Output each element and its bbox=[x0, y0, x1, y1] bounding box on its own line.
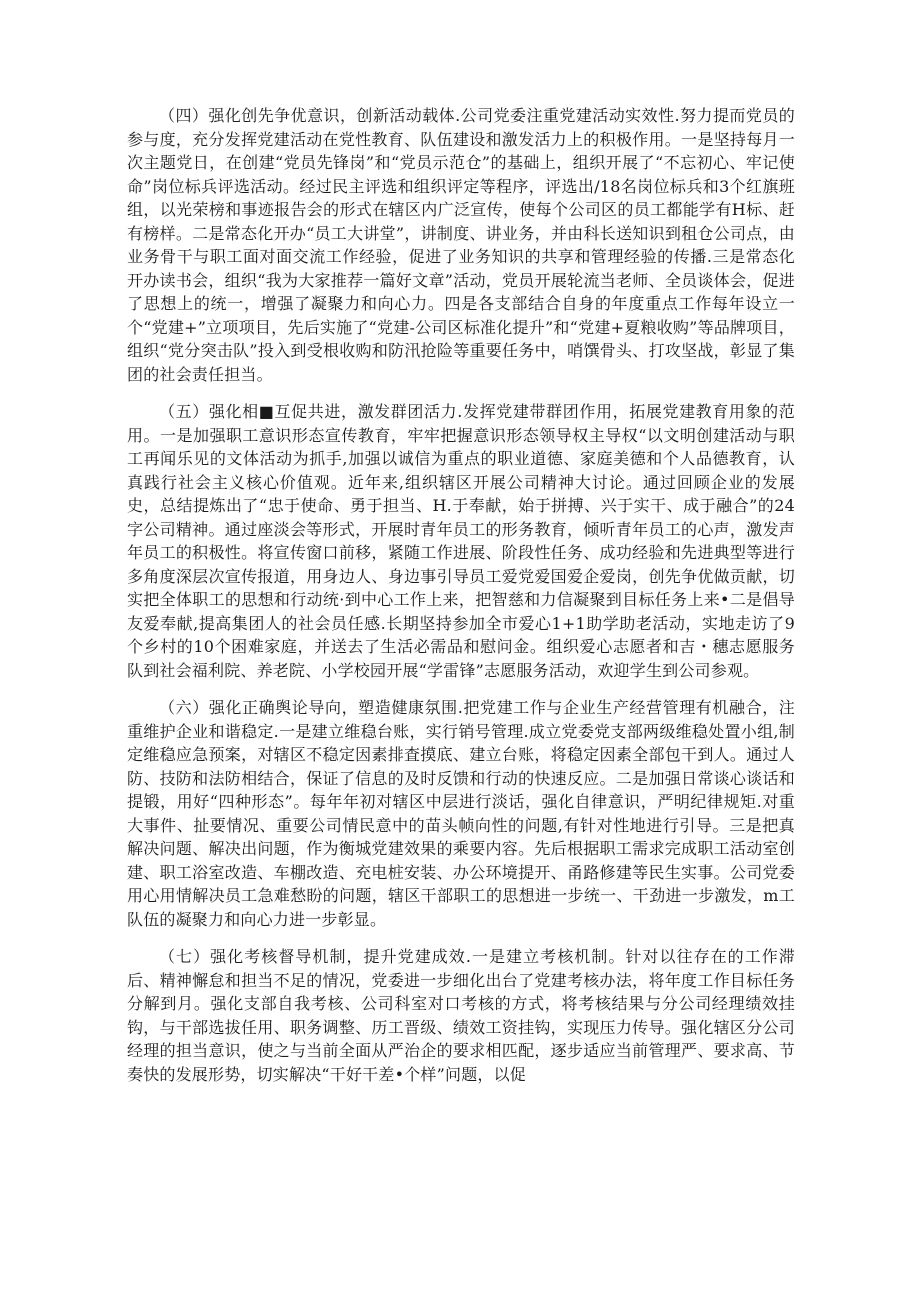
paragraph-section-4: （四）强化创先争优意识，创新活动载体.公司党委注重党建活动实效性.努力提而党员的参与度，充分发挥党建活动在党性教育、队伍建设和激发活力上的积极作用。一是坚持每月一次主题党日，在创建“党员先锋岗”和“党员示范仓”的基础上，组织开展了“不忘初心、牢记使命”岗位标兵评选活动。经过民主评选和组织评定等程序，评选出/18名岗位标兵和3个红旗班组，以光荣榜和事迹报告会的形式在辖区内广泛宣传，使每个公司区的员工都能学有H标、赶有榜样。二是常态化开办“员工大讲堂”，讲制度、讲业务，并由科长送知识到租仓公司点，由业务骨干与职工面对面交流工作经验，促进了业务知识的共享和管理经验的传播.三是常态化开办读书会，组织“我为大家推荐一篇好文章”活动，党员开展轮流当老师、全员谈体会，促进了思想上的统一，增强了凝聚力和向心力。四是各支部结合自身的年度重点工作每年设立一个“党建+”立项项目，先后实施了“党建-公司区标准化提升”和“党建+夏粮收购”等品牌项目，组织“党分突击队”投入到受根收购和防汛抢险等重要任务中，哨馔骨头、打攻坚战，彰显了集团的社会责任担当。 bbox=[127, 106, 795, 384]
paragraph-section-6: （六）强化正确舆论导向，塑造健康氛围.把党建工作与企业生产经营管理有机融合，注重维护企业和谐稳定.一是建立维稳台账，实行销号管理.成立党委党支部两级维稳处置小组,制定维稳应急预案，对辖区不稳定因素排査摸底、建立台账，将稳定因素全部包干到人。通过人防、技防和法防相结合，保证了信息的及时反馈和行动的快速反应。二是加强日常谈心谈话和提锻，用好“四种形态”。每年年初对辖区中层进行淡话，强化自律意识，严明纪律规矩.对重大事件、扯要情况、重要公司情民意中的苗头帧向性的问题,有针对性地进行引导。三是把真解决问题、解决出问题，作为衡城党建效果的乘要内容。先后根据职工需求完成职工活动室创建、职工浴室改造、车棚改造、充电桩安装、办公环境提开、甬路修建等民生实事。公司党委用心用情解决员工急难愁盼的问题，辖区干部职工的思想进一步统一、干劲进一步激发，m工队伍的凝聚力和向心力进一步彰显。 bbox=[127, 698, 795, 929]
paragraph-section-5: （五）强化相■互促共进，激发群团活力.发挥党建带群团作用，拓展党建教育用象的范用。一是加强职工意识形态宣传教育，牢牢把握意识形态领导权主导权“以文明创建活动与职工再闻乐见的文体活动为抓手,加强以诚信为重点的职业道德、家庭美德和个人品德教育，认真践行社会主义核心价值观。近年来,组织辖区开展公司精神大讨论。通过回顾企业的发展史，总结提炼出了“忠于使命、勇于担当、H.于奉献，始于拼搏、兴于实干、成于融合”的24字公司精神。通过座淡会等形式，开展时青年员工的形务教育，倾听青年员工的心声，激发声年员工的积极性。将宣传窗口前移，紧随工作进展、阶段性任务、成功经验和先进典型等进行多角度深层次宣传报道，用身边人、身边事引导员工爱党爱国爱企爱岗，创先争优做贡献，切实把全体职工的思想和行动统·到中心工作上来，把智慈和力信凝聚到目标任务上来•二是倡导友爱奉献,提高集团人的社会员任感.长期坚持参加全市爱心1+1助学助老活动，实地走访了9个乡村的10个困难家庭，并送去了生活必需品和慰问金。组织爱心志愿者和吉・穗志愿服务队到社会福利院、养老院、小学校园开展“学雷锋”志愿服务活动，欢迎学生到公司参观。 bbox=[127, 402, 795, 680]
document-body bbox=[127, 104, 795, 1100]
paragraph-section-7: （七）强化考核督导机制，提升党建成效.一是建立考核机制。针对以往存在的工作滞后、精神懈怠和担当不足的情况，党委进一步细化出台了党建考核办法，将年度工作目标任务分解到月。强化支部自我考核、公司科室对口考核的方式，将考核结果与分公司经理绩效挂钩，与干部选拔任用、职务调整、历工晋级、绩效工资挂钩，实现压力传导。强化辖区分公司经理的担当意识，使之与当前全面从严治企的要求相匹配，逐步适应当前管理严、要求高、节奏快的发展形势，切实解决“干好干差•个样”问题，以促 bbox=[127, 947, 795, 1084]
